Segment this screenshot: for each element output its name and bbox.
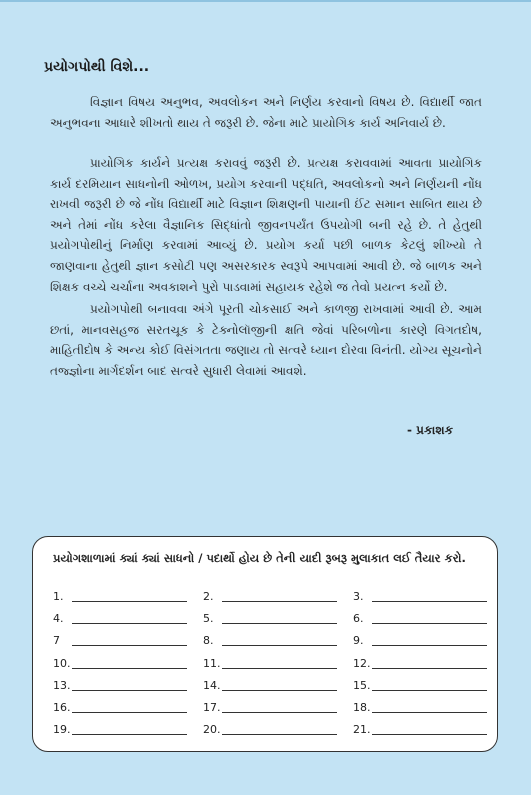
list-item-number: 3. xyxy=(353,590,364,603)
list-item-number: 18. xyxy=(353,701,371,714)
list-item xyxy=(53,701,187,719)
list-item xyxy=(353,634,487,652)
answer-blank-line xyxy=(372,712,487,713)
list-item xyxy=(203,634,337,652)
answer-blank-line xyxy=(372,734,487,735)
answer-blank-line xyxy=(372,623,487,624)
list-item xyxy=(53,634,187,652)
answer-blank-line xyxy=(222,601,337,602)
list-item-number: 2. xyxy=(203,590,214,603)
list-item-number: 12. xyxy=(353,656,371,670)
list-item xyxy=(353,590,487,608)
list-item-number: 16. xyxy=(53,701,71,714)
intro-paragraph: વિજ્ઞાન વિષય અનુભવ, અવલોકન અને નિર્ણય કરવાનો વિષય છે. વિદ્યાર્થી જાત અનુભવના આધારે શીખતો થાય તે જરૂરી છે. જેના માટે પ્રાયોગિક કાર્ય અનિવાર્ય છે. xyxy=(50,95,482,130)
list-item-number: 1. xyxy=(53,590,64,603)
answer-blank-line xyxy=(72,601,187,602)
list-item-number: 8. xyxy=(203,634,214,648)
top-border-rule xyxy=(0,0,531,2)
answer-blank-line xyxy=(72,645,187,646)
list-item-number: 9. xyxy=(353,634,364,648)
list-item xyxy=(53,612,187,630)
list-item-number: 17. xyxy=(203,701,221,714)
answer-blank-line xyxy=(222,734,337,735)
answer-blank-line xyxy=(72,623,187,624)
answer-blank-line xyxy=(222,623,337,624)
lab-box-title: પ્રયોગશાળામાં ક્યાં ક્યાં સાધનો / પદાર્થો હોય છે તેની યાદી રૂબરૂ મુલાકાત લઈ તૈયાર કરો. xyxy=(53,551,466,565)
list-item xyxy=(53,657,187,675)
list-item-number: 15. xyxy=(353,678,371,692)
list-item xyxy=(353,657,487,675)
list-item xyxy=(203,679,337,697)
accuracy-paragraph: પ્રયોગપોથી બનાવવા અંગે પૂરતી ચોકસાઈ અને કાળજી રાખવામાં આવી છે. આમ છતાં, માનવસહજ સરતચૂક કે ટેક્નોલૉજીની ક્ષતિ જેવાં પરિબળોના કારણે વિગતદોષ, માહિતીદોષ કે અન્ય કોઈ વિસંગતતા જણાય તો સત્વરે ધ્યાન દોરવા વિનંતી. યોગ્ય સૂચનોને તજ્જ્ઞોના માર્ગદર્શન બાદ સત્વરે સુધારી લેવામાં આવશે. xyxy=(50,302,482,378)
practical-work-paragraph: પ્રાયોગિક કાર્યને પ્રત્યક્ષ કરાવવું જરૂરી છે. પ્રત્યક્ષ કરાવવામાં આવતા પ્રાયોગિક કાર્ય દરમિયાન સાધનોની ઓળખ, પ્રયોગ કરવાની પદ્ધતિ, અવલોકનો અને નિર્ણયની નોંધ રાખવી જરૂરી છે જે નોંધ વિદ્યાર્થી માટે વિજ્ઞાન શિક્ષણની પાયાની ઈંટ સમાન સાબિત થાય છે અને તેમાં નોંધ કરેલા વૈજ્ઞાનિક સિદ્ધાંતો જીવનપર્યંત ઉપયોગી બની રહે છે. તે હેતુથી પ્રયોગપોથીનું નિર્માણ કરવામાં આવ્યું છે. પ્રયોગ કર્યા પછી બાળક કેટલું શીખ્યો તે જાણવાના હેતુથી જ્ઞાન કસોટી પણ અસરકારક સ્વરૂપે આપવામાં આવી છે. જે બાળક અને શિક્ષક વચ્ચે ચર્ચાના અવકાશને પુરો પાડવામાં સહાયક રહેશે જ તેવો પ્રયત્ન કર્યો છે. xyxy=(50,156,482,294)
list-item xyxy=(203,723,337,741)
answer-blank-line xyxy=(372,668,487,669)
list-item xyxy=(203,701,337,719)
list-item xyxy=(353,701,487,719)
list-item-number: 10. xyxy=(53,656,71,670)
list-item-number: 11. xyxy=(203,656,221,670)
answer-blank-line xyxy=(372,690,487,691)
list-item xyxy=(203,612,337,630)
list-item xyxy=(53,679,187,697)
list-item xyxy=(53,590,187,608)
list-item xyxy=(353,612,487,630)
answer-blank-line xyxy=(372,601,487,602)
list-item-number: 4. xyxy=(53,612,64,626)
list-item xyxy=(353,723,487,741)
list-item-number: 13. xyxy=(53,678,71,692)
answer-blank-line xyxy=(222,690,337,691)
list-item-number: 19. xyxy=(53,723,71,737)
answer-blank-line xyxy=(222,712,337,713)
answer-blank-line xyxy=(372,645,487,646)
lab-equipment-list-box xyxy=(32,536,498,752)
list-item-number: 6. xyxy=(353,612,364,626)
answer-blank-line xyxy=(72,734,187,735)
list-item xyxy=(203,590,337,608)
list-item-number: 14. xyxy=(203,678,221,692)
answer-blank-line xyxy=(72,668,187,669)
answer-blank-line xyxy=(72,690,187,691)
answer-blank-line xyxy=(72,712,187,713)
list-item-number: 20. xyxy=(203,723,221,737)
answer-blank-line xyxy=(222,645,337,646)
publisher-signature: - પ્રકાશક xyxy=(407,423,454,437)
page-heading: પ્રયોગપોથી વિશે... xyxy=(44,59,150,75)
list-item-number: 5. xyxy=(203,612,214,626)
list-item xyxy=(53,723,187,741)
list-item-number: 21. xyxy=(353,723,371,737)
list-item xyxy=(353,679,487,697)
list-item xyxy=(203,657,337,675)
answer-blank-line xyxy=(222,668,337,669)
list-item-number: 7 xyxy=(53,634,60,648)
